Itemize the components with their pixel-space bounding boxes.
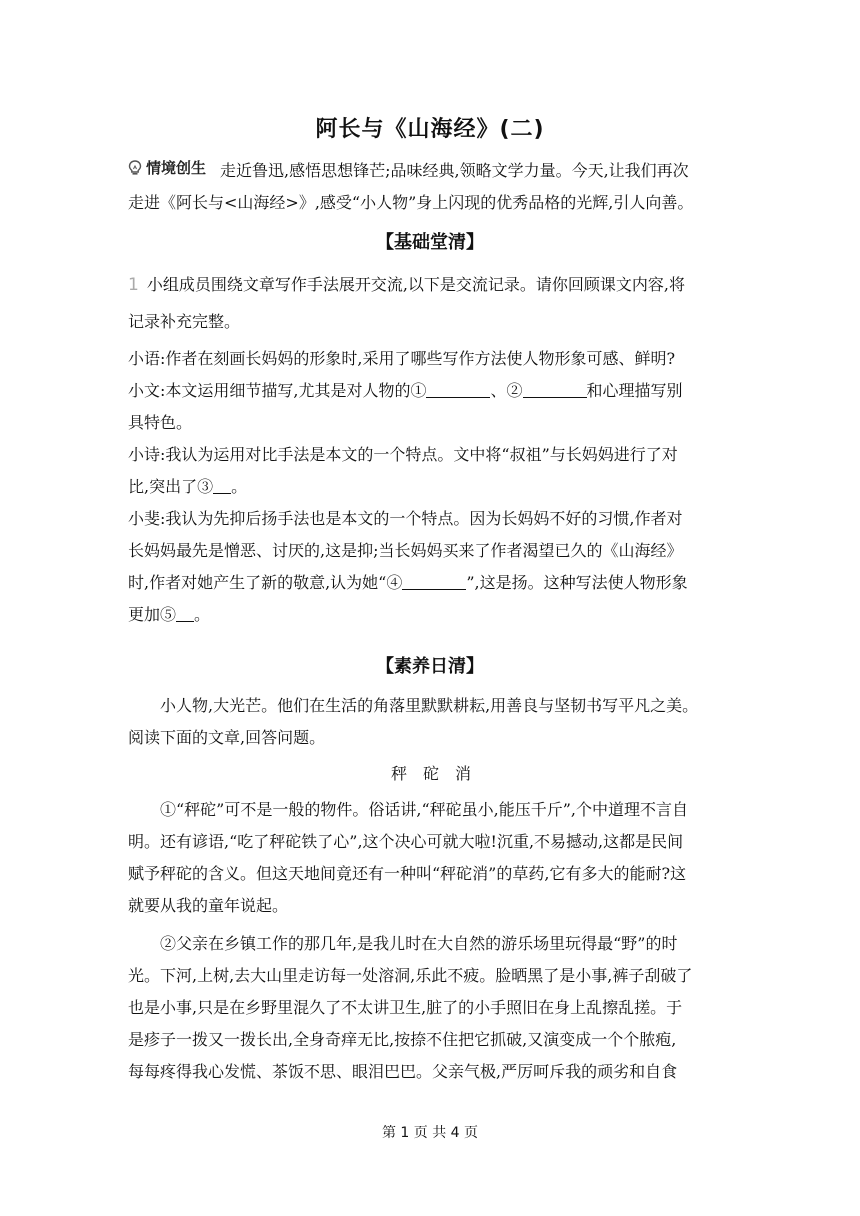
- intro-text-1: 走近鲁迅,感悟思想锋芒;品味经典,领略文学力量。今天,让我们再次: [220, 161, 689, 180]
- record-xiaofei-3: [128, 567, 734, 599]
- intro-box: [128, 152, 734, 219]
- question-1: [128, 269, 734, 631]
- blank-5[interactable]: [176, 603, 194, 622]
- xiaowen-text-c: 和心理描写别: [586, 381, 683, 400]
- section-heading-basic: 【基础堂清】: [376, 232, 484, 253]
- para1-line2: 明。还有谚语,“吃了秤砣铁了心”,这个决心可就大啦!沉重,不易撼动,这都是民间: [128, 832, 684, 851]
- xiaofei-text-f: 。: [194, 605, 211, 624]
- para2-line5: 每每疼得我心发慌、茶饭不思、眼泪巴巴。父亲气极,严厉呵斥我的顽劣和自食: [128, 1062, 678, 1081]
- xiaofei-text-c: 时,作者对她产生了新的敬意,认为她“④: [128, 573, 403, 592]
- xiaowen-text-b: 、②: [490, 381, 523, 400]
- record-xiaowen: [128, 375, 734, 407]
- para2-line3: 也是小事,只是在乡野里混久了不太讲卫生,脏了的小手照旧在身上乱擦乱搓。于: [128, 998, 683, 1017]
- blank-3[interactable]: [213, 475, 231, 494]
- para1-line3: 赋予秤砣的含义。但这天地间竟还有一种叫“秤砣消”的草药,它有多大的能耐?这: [128, 864, 687, 883]
- page-footer: 第 1 页 共 4 页: [381, 1125, 479, 1141]
- xiaofei-text-e: 更加⑤: [128, 605, 177, 624]
- section-heading-literacy: 【素养日清】: [376, 656, 484, 677]
- record-xiaofei-2: 长妈妈最先是憎恶、讨厌的,这是抑;当长妈妈买来了作者渴望已久的《山海经》: [128, 541, 683, 560]
- blank-1[interactable]: [426, 379, 490, 398]
- blank-4[interactable]: [402, 571, 466, 590]
- question-text-1: 小组成员围绕文章写作手法展开交流,以下是交流记录。请你回顾课文内容,将: [146, 275, 686, 294]
- intro-text-2: 走进《阿长与<山海经>》,感受“小人物”身上闪现的优秀品格的光辉,引人向善。: [128, 193, 694, 212]
- blank-2[interactable]: [523, 379, 587, 398]
- page-title: 阿长与《山海经》(二): [315, 117, 545, 142]
- xiaowen-text-a: 小文:本文运用细节描写,尤其是对人物的①: [128, 381, 427, 400]
- para2-line1: ②父亲在乡镇工作的那几年,是我儿时在大自然的游乐场里玩得最“野”的时: [160, 934, 678, 953]
- para1-line4: 就要从我的童年说起。: [128, 896, 289, 915]
- xiaowen-text-d: 具特色。: [128, 413, 193, 432]
- question-number: 1: [128, 275, 139, 295]
- record-xiaoshi-2: [128, 471, 734, 503]
- para1-line1: ①“秤砣”可不是一般的物件。俗话讲,“秤砣虽小,能压千斤”,个中道理不言自: [160, 800, 688, 819]
- intro-badge: [128, 152, 206, 184]
- lead-line-2: 阅读下面的文章,回答问题。: [128, 728, 326, 747]
- article-title: 秤砣消: [390, 764, 487, 783]
- record-xiaofei-1: 小斐:我认为先抑后扬手法也是本文的一个特点。因为长妈妈不好的习惯,作者对: [128, 509, 683, 528]
- para2-line2: 光。下河,上树,去大山里走访每一处溶洞,乐此不疲。脸晒黑了是小事,裤子刮破了: [128, 966, 693, 985]
- lightbulb-icon: [128, 160, 142, 176]
- lead-line-1: 小人物,大光芒。他们在生活的角落里默默耕耘,用善良与坚韧书写平凡之美。: [160, 696, 699, 715]
- para2-line4: 是疹子一拨又一拨长出,全身奇痒无比,按捺不住把它抓破,又演变成一个个脓疱,: [128, 1030, 677, 1049]
- record-xiaoshi-1: 小诗:我认为运用对比手法是本文的一个特点。文中将“叔祖”与长妈妈进行了对: [128, 445, 678, 464]
- reading-passage: [128, 690, 734, 1088]
- xiaoshi-text-c: 。: [231, 477, 248, 496]
- question-text-2: 记录补充完整。: [128, 312, 241, 331]
- record-xiaofei-4: [128, 599, 734, 631]
- xiaoshi-text-b: 比,突出了③: [128, 477, 214, 496]
- xiaofei-text-d: ”,这是扬。这种写法使人物形象: [466, 573, 688, 592]
- record-xiaoyu: 小语:作者在刻画长妈妈的形象时,采用了哪些写作方法使人物形象可感、鲜明?: [128, 349, 676, 368]
- intro-badge-label: 情境创生: [146, 159, 207, 177]
